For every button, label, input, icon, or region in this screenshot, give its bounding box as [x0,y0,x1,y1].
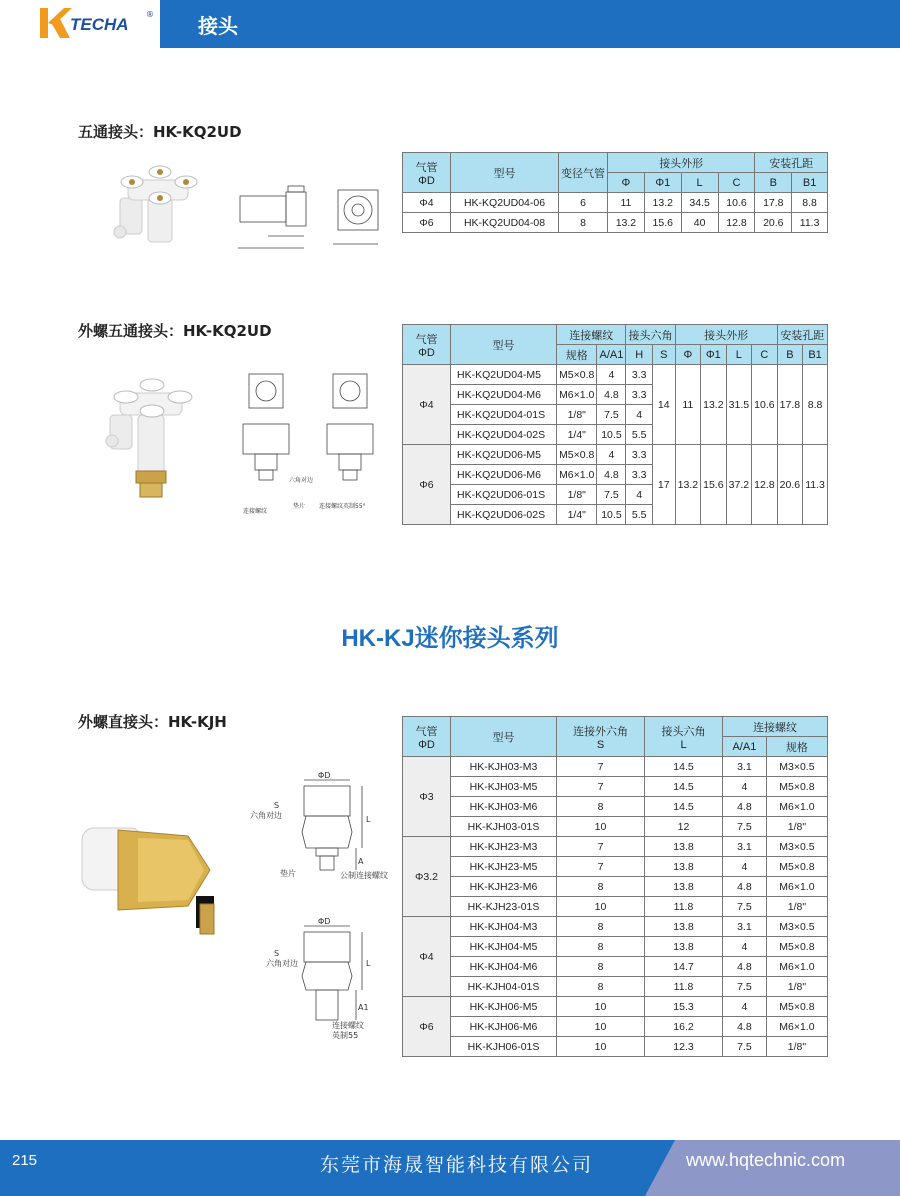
header-spec: 规格 [766,737,827,757]
header-c: C [752,345,778,365]
table-row [403,937,828,957]
cell-s: 7 [557,757,645,777]
header-hex-s: S [596,738,605,751]
label-a: A [358,857,364,866]
cell-model: HK-KQ2UD04-M5 [451,365,557,385]
header-len-l: L [680,738,687,751]
cell-s: 8 [557,877,645,897]
label-s: S [274,801,280,810]
cell-spec: M6×1.0 [557,385,597,405]
cell-l: 15.3 [645,997,723,1017]
cell-phi1: 13.2 [644,193,681,213]
series-title: HK-KJ迷你接头系列 [341,625,559,652]
cell-spec: M5×0.8 [766,857,827,877]
cell-l: 13.8 [645,837,723,857]
cell-model: HK-KJH06-M5 [451,997,557,1017]
table-row [403,897,828,917]
header-model: 型号 [451,325,557,365]
registered-mark: ® [146,10,154,19]
five-way-union-drawing [228,178,398,264]
cell-b1: 11.3 [792,213,828,233]
cell-model: HK-KQ2UD04-01S [451,405,557,425]
cell-spec: M3×0.5 [766,917,827,937]
cell-h: 4 [626,485,653,505]
label-hex-side: 六角对边 [250,811,282,820]
table-row [403,817,828,837]
cell-h: 4 [626,405,653,425]
cell-reducer: 6 [559,193,608,213]
label-hex-side: 六角对边 [289,477,314,484]
cell-model: HK-KQ2UD06-M5 [451,445,557,465]
cell-model: HK-KJH23-01S [451,897,557,917]
cell-spec: M6×1.0 [766,1017,827,1037]
cell-spec: 1/8" [557,405,597,425]
cell-model: HK-KQ2UD04-06 [451,193,559,213]
cell-l: 13.8 [645,917,723,937]
cell-spec: 1/8" [766,977,827,997]
male-straight-fitting-drawing [246,770,396,1050]
cell-model: HK-KJH04-M3 [451,917,557,937]
cell-phi: 13.2 [675,445,701,525]
cell-b1: 8.8 [803,365,828,445]
cell-c: 12.8 [752,445,778,525]
cell-spec: M6×1.0 [766,877,827,897]
cell-l: 31.5 [726,365,752,445]
label-thread-bsp: 连接螺纹英制55° [319,503,366,510]
cell-b1: 8.8 [792,193,828,213]
cell-a: 7.5 [597,485,626,505]
cell-s: 17 [652,445,675,525]
cell-a: 4 [723,857,767,877]
table-row [403,837,828,857]
cell-a: 4 [723,937,767,957]
cell-a: 7.5 [723,977,767,997]
header-tube: 气管 [415,725,438,738]
cell-h: 5.5 [626,425,653,445]
male-five-way-union-drawing [235,368,395,518]
cell-s: 8 [557,937,645,957]
cell-spec: M5×0.8 [557,365,597,385]
cell-model: HK-KQ2UD06-M6 [451,465,557,485]
table-row [403,977,828,997]
cell-a: 4 [597,365,626,385]
header-mount: 安装孔距 [755,153,828,173]
cell-model: HK-KJH23-M6 [451,877,557,897]
cell-l: 34.5 [681,193,718,213]
cell-d: Φ6 [403,997,451,1057]
label-bsp55: 英制55 [332,1031,359,1040]
cell-model: HK-KJH06-01S [451,1037,557,1057]
table-row [403,877,828,897]
cell-spec: 1/4" [557,425,597,445]
cell-model: HK-KJH03-01S [451,817,557,837]
cell-spec: M5×0.8 [557,445,597,465]
section2-table [402,324,828,525]
header-tube: 气管 [415,333,438,346]
cell-s: 8 [557,957,645,977]
cell-a: 4 [723,777,767,797]
label-l: L [366,815,371,824]
header-shape: 接头外形 [675,325,777,345]
cell-spec: M5×0.8 [766,997,827,1017]
table-row [403,213,828,233]
cell-b: 17.8 [777,365,803,445]
header-a: A/A1 [597,345,626,365]
label-hex-side-2: 六角对边 [266,959,298,968]
section3-title: 外螺直接头：HK-KJH [78,713,227,731]
cell-b: 20.6 [755,213,792,233]
cell-d: Φ3 [403,757,451,837]
header-thread: 连接螺纹 [557,325,626,345]
cell-phi1: 15.6 [644,213,681,233]
cell-h: 3.3 [626,365,653,385]
cell-h: 5.5 [626,505,653,525]
logo [0,0,160,48]
cell-h: 3.3 [626,465,653,485]
cell-a: 4.8 [723,1017,767,1037]
cell-phi: 11 [608,193,645,213]
cell-a: 7.5 [723,897,767,917]
cell-l: 13.8 [645,857,723,877]
male-straight-fitting-photo [78,810,228,950]
brand-name: TECHA [70,15,129,34]
cell-s: 10 [557,997,645,1017]
five-way-union-photo [108,160,208,245]
cell-spec: 1/8" [766,817,827,837]
cell-l: 13.8 [645,937,723,957]
cell-a: 4.8 [597,465,626,485]
header-spec: 规格 [557,345,597,365]
label-phi-d: ΦD [318,771,331,780]
cell-spec: M3×0.5 [766,757,827,777]
header-tube-d: ΦD [418,346,435,359]
header-s: S [652,345,675,365]
cell-s: 7 [557,837,645,857]
cell-a: 10.5 [597,425,626,445]
header-model: 型号 [451,717,557,757]
header-l: L [726,345,752,365]
label-thread: 连接螺纹 [332,1021,364,1030]
cell-model: HK-KJH03-M3 [451,757,557,777]
cell-d: Φ3.2 [403,837,451,917]
header-phi1: Φ1 [701,345,727,365]
cell-c: 12.8 [718,213,755,233]
cell-d: Φ4 [403,917,451,997]
cell-model: HK-KJH03-M5 [451,777,557,797]
cell-l: 14.5 [645,797,723,817]
cell-s: 10 [557,1037,645,1057]
cell-phi: 13.2 [608,213,645,233]
cell-h: 3.3 [626,445,653,465]
cell-s: 8 [557,797,645,817]
table-row [403,365,828,385]
cell-l: 37.2 [726,445,752,525]
label-a1: A1 [358,1003,369,1012]
cell-spec: M3×0.5 [766,837,827,857]
cell-s: 7 [557,777,645,797]
cell-d: Φ6 [403,213,451,233]
header-model: 型号 [451,153,559,193]
label-metric-thread: 公制连接螺纹 [340,871,388,880]
cell-s: 8 [557,917,645,937]
table-row [403,917,828,937]
cell-spec: M6×1.0 [766,797,827,817]
cell-a: 4.8 [723,957,767,977]
header-b1: B1 [792,173,828,193]
label-thread: 连接螺纹 [243,508,268,515]
cell-model: HK-KQ2UD04-M6 [451,385,557,405]
cell-l: 11.8 [645,977,723,997]
cell-l: 14.5 [645,757,723,777]
cell-spec: 1/8" [766,1037,827,1057]
table-row [403,757,828,777]
cell-s: 10 [557,1017,645,1037]
cell-a: 4.8 [723,797,767,817]
header-h: H [626,345,653,365]
section2-title: 外螺五通接头：HK-KQ2UD [78,322,272,340]
label-gasket: 垫片 [280,869,296,878]
label-gasket: 垫片 [293,503,306,510]
cell-l: 16.2 [645,1017,723,1037]
website-link[interactable]: www.hqtechnic.com [686,1150,846,1170]
header-b: B [777,345,803,365]
header-len: 接头六角 [661,725,706,738]
cell-spec: 1/8" [766,897,827,917]
cell-model: HK-KJH03-M6 [451,797,557,817]
cell-d: Φ6 [403,445,451,525]
cell-b: 20.6 [777,445,803,525]
cell-b: 17.8 [755,193,792,213]
cell-l: 11.8 [645,897,723,917]
cell-model: HK-KJH23-M5 [451,857,557,877]
header-mount: 安装孔距 [777,325,827,345]
table-row [403,997,828,1017]
cell-phi1: 15.6 [701,445,727,525]
header-tube-d: ΦD [418,738,435,751]
header-hex: 接头六角 [626,325,675,345]
label-l-2: L [366,959,371,968]
section3-table [402,716,828,1057]
header-thread: 连接螺纹 [723,717,828,737]
page-number: 215 [12,1152,38,1169]
page-title: 接头 [198,14,238,38]
cell-model: HK-KQ2UD04-02S [451,425,557,445]
k-logo-icon [38,6,72,40]
header-tube: 气管 [415,161,438,174]
cell-model: HK-KJH04-M5 [451,937,557,957]
cell-a: 7.5 [723,817,767,837]
cell-s: 8 [557,977,645,997]
cell-b1: 11.3 [803,445,828,525]
cell-model: HK-KQ2UD06-02S [451,505,557,525]
table-row [403,193,828,213]
cell-spec: M5×0.8 [766,937,827,957]
header-tube-d: ΦD [418,174,435,187]
section1-table [402,152,828,233]
label-s-2: S [274,949,280,958]
cell-d: Φ4 [403,193,451,213]
header-c: C [718,173,755,193]
cell-c: 10.6 [752,365,778,445]
cell-l: 14.7 [645,957,723,977]
cell-model: HK-KJH23-M3 [451,837,557,857]
cell-l: 12 [645,817,723,837]
table-row [403,1017,828,1037]
cell-a: 3.1 [723,917,767,937]
header-phi: Φ [675,345,701,365]
cell-spec: 1/8" [557,485,597,505]
cell-spec: M5×0.8 [766,777,827,797]
cell-l: 40 [681,213,718,233]
cell-model: HK-KJH04-M6 [451,957,557,977]
cell-spec: 1/4" [557,505,597,525]
header-b1: B1 [803,345,828,365]
cell-a: 4 [723,997,767,1017]
cell-phi1: 13.2 [701,365,727,445]
cell-s: 10 [557,817,645,837]
header-hex: 连接外六角 [573,725,628,738]
cell-model: HK-KJH04-01S [451,977,557,997]
section1-title: 五通接头：HK-KQ2UD [78,123,242,141]
cell-a: 4.8 [597,385,626,405]
header-shape: 接头外形 [608,153,755,173]
header-l: L [681,173,718,193]
cell-s: 7 [557,857,645,877]
cell-phi: 11 [675,365,701,445]
cell-a: 10.5 [597,505,626,525]
table-row [403,957,828,977]
cell-a: 4 [597,445,626,465]
table-row [403,445,828,465]
header-phi1: Φ1 [644,173,681,193]
company-name: 东莞市海晟智能科技有限公司 [320,1154,594,1176]
cell-reducer: 8 [559,213,608,233]
cell-spec: M6×1.0 [557,465,597,485]
header-phi: Φ [608,173,645,193]
cell-a: 7.5 [597,405,626,425]
cell-l: 14.5 [645,777,723,797]
cell-a: 4.8 [723,877,767,897]
cell-spec: M6×1.0 [766,957,827,977]
cell-model: HK-KQ2UD04-08 [451,213,559,233]
cell-a: 3.1 [723,757,767,777]
cell-s: 10 [557,897,645,917]
cell-a: 3.1 [723,837,767,857]
cell-c: 10.6 [718,193,755,213]
header-b: B [755,173,792,193]
table-row [403,797,828,817]
cell-model: HK-KQ2UD06-01S [451,485,557,505]
cell-h: 3.3 [626,385,653,405]
cell-d: Φ4 [403,365,451,445]
cell-s: 14 [652,365,675,445]
cell-model: HK-KJH06-M6 [451,1017,557,1037]
cell-a: 7.5 [723,1037,767,1057]
header-a: A/A1 [723,737,767,757]
table-row [403,1037,828,1057]
table-row [403,857,828,877]
table-row [403,777,828,797]
male-five-way-union-photo [100,375,200,505]
label-phi-d-2: ΦD [318,917,331,926]
cell-l: 13.8 [645,877,723,897]
header-reducer: 变径气管 [559,153,608,193]
cell-l: 12.3 [645,1037,723,1057]
